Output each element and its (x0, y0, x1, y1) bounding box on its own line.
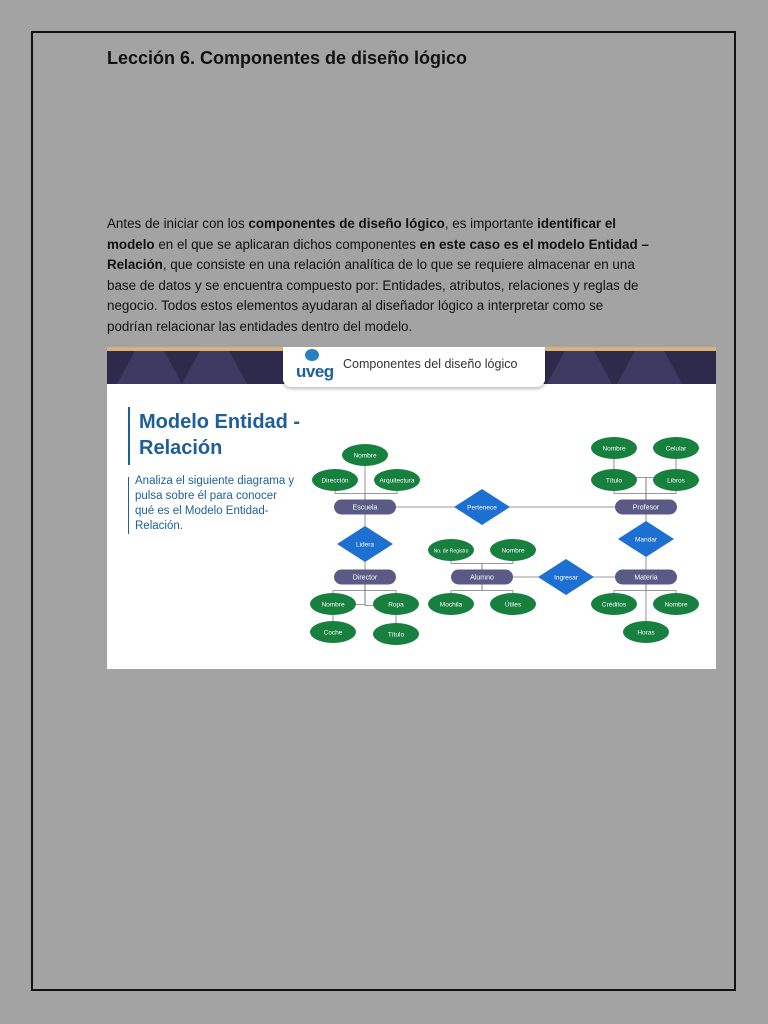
attribute-oval[interactable] (342, 444, 388, 466)
entity-escuela[interactable] (334, 500, 396, 515)
shape-label: Director (352, 574, 378, 582)
attribute-oval[interactable] (310, 621, 356, 643)
entity-director[interactable] (334, 570, 396, 585)
shape-label: Útiles (504, 601, 522, 609)
shape-label: Mandar (634, 536, 658, 544)
er-model-figure[interactable] (107, 347, 716, 669)
shape-label: Lidera (355, 541, 375, 549)
shape-label: Nombre (664, 601, 688, 609)
attribute-oval[interactable] (591, 593, 637, 615)
entity-alumno[interactable] (451, 570, 513, 585)
page-title: Lección 6. Componentes de diseño lógico (107, 48, 468, 68)
attribute-oval[interactable] (310, 593, 356, 615)
paragraph-run: en este caso es el modelo Entidad – Relación (107, 236, 649, 273)
paragraph-run: , que consiste en una relación analítica de lo que se requiere almacenar en una base de datos y se encuentra compuesto por: Entidades, atributos, relaciones y reglas de negocio. Todos estos elementos ayudaran al diseñador lógico a interpretar como se podrían relacionar las entidades dentro del modelo. (107, 257, 639, 334)
attribute-oval[interactable] (623, 621, 669, 643)
shape-label: No. de Registro (433, 548, 469, 555)
attribute-oval[interactable] (591, 469, 637, 491)
er-diagram[interactable] (107, 347, 716, 669)
relationship-lidera[interactable] (337, 526, 393, 562)
shape-label: Ingresar (554, 574, 578, 582)
shape-label: Arquitectura (379, 477, 415, 485)
attribute-oval[interactable] (490, 593, 536, 615)
attribute-oval[interactable] (374, 469, 420, 491)
shape-label: Créditos (601, 601, 627, 609)
shape-label: Alumno (470, 574, 494, 582)
shape-label: Título (387, 631, 405, 639)
attribute-oval[interactable] (373, 623, 419, 645)
relationship-ingresar[interactable] (538, 559, 594, 595)
shape-label: Dirección (321, 477, 349, 485)
shape-label: Nombre (353, 452, 377, 460)
paragraph-run: componentes de diseño lógico (248, 216, 445, 231)
attribute-oval[interactable] (653, 437, 699, 459)
entity-materia[interactable] (615, 570, 677, 585)
shape-label: Pertenece (467, 504, 497, 512)
paragraph-run: , es importante (444, 216, 538, 231)
intro-paragraph (107, 214, 652, 338)
shape-label: Horas (637, 629, 655, 637)
uveg-logo: uveg (296, 362, 334, 381)
figure-heading: Modelo Entidad - Relación (139, 411, 301, 459)
shape-label: Nombre (321, 601, 345, 609)
attribute-oval[interactable] (428, 593, 474, 615)
attribute-oval[interactable] (373, 593, 419, 615)
shape-label: Nombre (501, 547, 525, 555)
shape-label: Escuela (352, 504, 378, 512)
shape-label: Ropa (388, 601, 404, 609)
figure-instructions: Analiza el siguiente diagrama y pulsa sobre él para conocer qué es el Modelo Entidad-Relación. (135, 475, 295, 532)
attribute-oval[interactable] (653, 593, 699, 615)
entity-profesor[interactable] (615, 500, 677, 515)
shape-label: Título (605, 477, 623, 485)
relationship-mandar[interactable] (618, 521, 674, 557)
shape-label: Coche (323, 629, 343, 637)
shape-label: Mochila (439, 601, 463, 609)
paragraph-run: Antes de iniciar con los (107, 216, 249, 231)
shape-label: Celular (665, 445, 687, 453)
shape-label: Profesor (632, 504, 660, 512)
attribute-oval[interactable] (591, 437, 637, 459)
shape-label: Materia (634, 574, 658, 582)
shape-label: Libros (667, 477, 685, 485)
attribute-oval[interactable] (490, 539, 536, 561)
banner-title: Componentes del diseño lógico (343, 357, 518, 371)
shape-label: Nombre (602, 445, 626, 453)
attribute-oval[interactable] (653, 469, 699, 491)
attribute-oval[interactable] (428, 539, 474, 561)
paragraph-run: en el que se aplicaran dichos componentes (154, 236, 420, 252)
relationship-pertenece[interactable] (454, 489, 510, 525)
attribute-oval[interactable] (312, 469, 358, 491)
paragraph-run: identificar el modelo (107, 216, 617, 252)
